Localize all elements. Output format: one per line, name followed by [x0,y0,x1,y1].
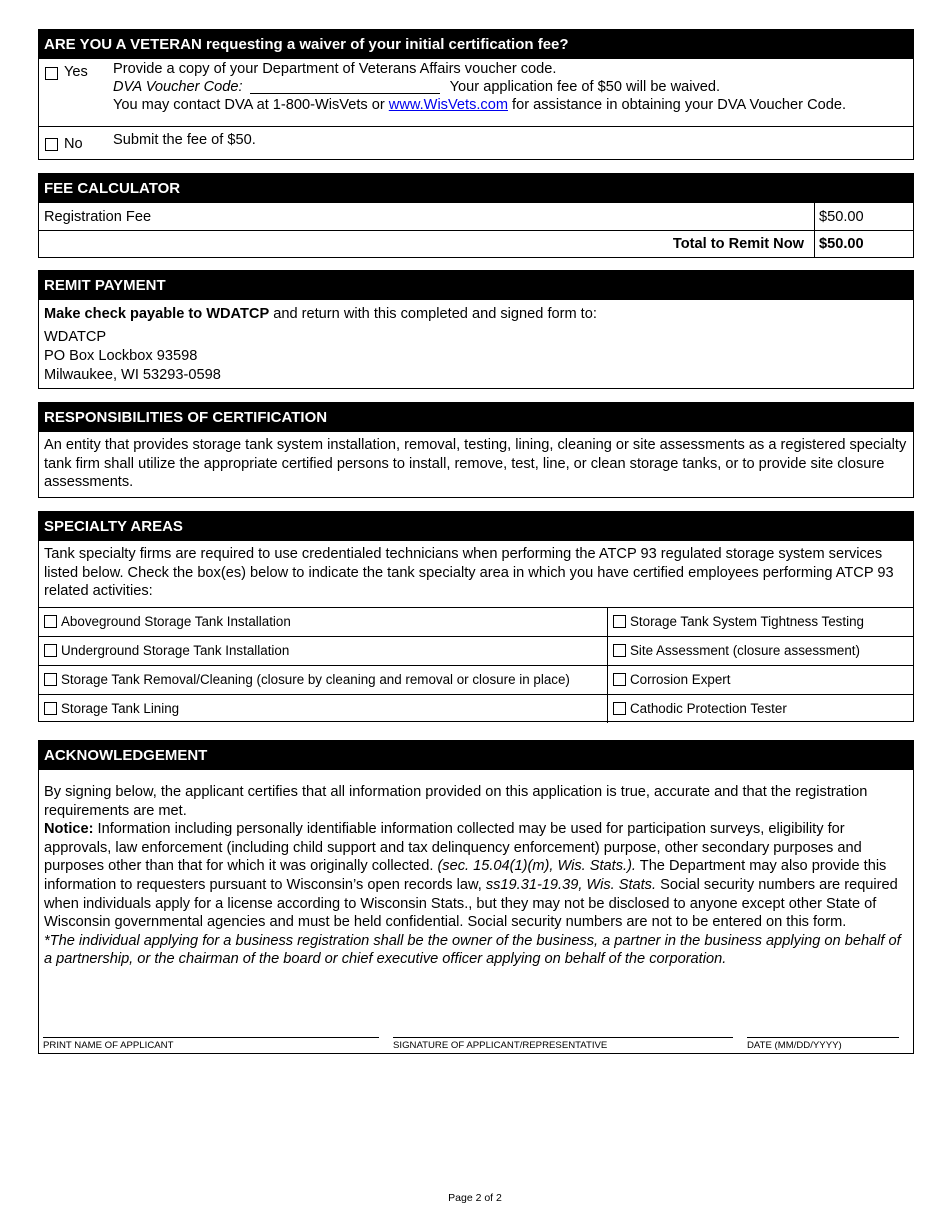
total-value: $50.00 [819,236,864,252]
checkbox[interactable] [44,644,57,657]
checkbox[interactable] [613,702,626,715]
checkbox[interactable] [613,673,626,686]
page-number: Page 2 of 2 [448,1192,502,1204]
notice-citation-1: (sec. 15.04(1)(m), Wis. Stats.). [437,858,636,875]
voucher-code-field[interactable] [250,80,440,94]
voucher-line [113,78,846,96]
ack-footnote: *The individual applying for a business registration shall be the owner of the business, a partner in the business applying on behalf of a partnership, or the chairman of the board or chief executive officer applying on behalf of the corporation. [44,932,901,968]
option-label: Storage Tank Lining [61,701,180,716]
voucher-label: DVA Voucher Code: [113,79,243,96]
notice-citation-2: ss19.31-19.39, Wis. Stats. [485,876,657,893]
acknowledgement-body [39,770,913,969]
specialty-option[interactable] [608,695,913,723]
checkbox[interactable] [44,702,57,715]
registration-fee-label: Registration Fee [39,203,815,230]
specialty-section [38,511,914,722]
ack-notice [44,820,908,932]
remit-payable-bold: Make check payable to WDATCP [44,306,270,322]
specialty-option[interactable] [39,608,608,636]
veteran-no-text: Submit the fee of $50. [113,132,256,148]
veteran-yes-line1: Provide a copy of your Department of Veterans Affairs voucher code. [113,61,557,77]
veteran-no-label: No [64,136,83,152]
specialty-option[interactable] [39,666,608,694]
option-label: Corrosion Expert [630,672,731,687]
responsibilities-header: RESPONSIBILITIES OF CERTIFICATION [39,403,913,432]
total-row [39,231,913,258]
date-label: DATE (MM/DD/YYYY) [747,1040,842,1051]
veteran-no-checkbox[interactable] [45,138,58,151]
option-label: Aboveground Storage Tank Installation [61,614,291,629]
notice-label: Notice: [44,821,94,838]
veteran-no-row [39,127,913,159]
contact-line [113,96,846,114]
registration-fee-row [39,203,913,231]
specialty-option[interactable] [608,608,913,636]
registration-fee-value: $50.00 [819,209,864,225]
notice-text-c: Social security numbers are required when individuals apply for a license according to Wisconsin Stats., but they may not be disclosed to anyone except other State of Wisconsin governmental agencies and must be held confidential. Social security numbers are not to be entered on this form. [44,876,898,931]
option-label: Storage Tank Removal/Cleaning (closure by cleaning and removal or closure in place) [61,672,570,687]
fee-header: FEE CALCULATOR [39,174,913,203]
remit-address [39,324,913,386]
remit-section [38,270,914,389]
print-name-label: PRINT NAME OF APPLICANT [43,1040,174,1051]
responsibilities-text: An entity that provides storage tank system installation, removal, testing, lining, cleaning or site assessments as a registered specialty tank firm shall utilize the appropriate certified persons to install, remove, test, line, or clean storage tanks, or to provide site closure assessments. [44,437,907,491]
signature-label: SIGNATURE OF APPLICANT/REPRESENTATIVE [393,1040,608,1051]
option-label: Underground Storage Tank Installation [61,643,290,658]
checkbox[interactable] [44,673,57,686]
specialty-row [39,636,913,665]
notice-text-b: The Department may also provide this information to requesters pursuant to Wisconsin’s open records law, [44,858,887,893]
remit-instructions [39,300,913,324]
option-label: Site Assessment (closure assessment) [630,643,860,658]
checkbox[interactable] [613,615,626,628]
veteran-section [38,29,914,160]
option-label: Cathodic Protection Tester [630,701,787,716]
wisvets-link[interactable]: www.WisVets.com [388,97,508,114]
specialty-option[interactable] [608,637,913,665]
voucher-waived-text: Your application fee of $50 will be waived. [449,79,721,96]
signature-field[interactable] [393,1037,733,1051]
veteran-yes-label: Yes [64,64,88,80]
contact-post: for assistance in obtaining your DVA Voucher Code. [508,97,847,114]
contact-pre: You may contact DVA at 1-800-WisVets or [113,97,389,114]
checkbox[interactable] [613,644,626,657]
specialty-row [39,607,913,636]
acknowledgement-section [38,740,914,1054]
veteran-yes-checkbox[interactable] [45,67,58,80]
remit-header: REMIT PAYMENT [39,271,913,300]
option-label: Storage Tank System Tightness Testing [630,614,864,629]
notice-text-a: Information including personally identifiable information collected may be used for participation surveys, eligibility for approvals, law enforcement (including child support and tax delinquency enforcement) purpose, other secondary purposes and purposes other than that for which it was originally collected. [44,821,862,875]
address-line-1: WDATCP [44,328,107,345]
veteran-yes-text [113,60,846,115]
specialty-option[interactable] [39,695,608,723]
specialty-row [39,665,913,694]
ack-certify-text: By signing below, the applicant certifies that all information provided on this application is true, accurate and that the registration requirements are met. [44,784,868,819]
address-line-2: PO Box Lockbox 93598 [44,348,198,364]
specialty-option[interactable] [39,637,608,665]
address-line-3: Milwaukee, WI 53293-0598 [44,367,221,384]
specialty-row [39,694,913,723]
checkbox[interactable] [44,615,57,628]
specialty-header: SPECIALTY AREAS [39,512,913,541]
remit-payable-rest: and return with this completed and signed form to: [269,306,597,322]
fee-section [38,173,914,258]
date-field[interactable] [747,1037,899,1051]
specialty-intro: Tank specialty firms are required to use credentialed technicians when performing the ATCP 93 regulated storage system services listed below. Check the box(es) below to indicate the tank specialty area in which you have certified employees performing ATCP 93 related activities: [44,546,894,600]
responsibilities-section [38,402,914,498]
total-label: Total to Remit Now [39,231,815,258]
print-name-field[interactable] [43,1037,379,1051]
veteran-header: ARE YOU A VETERAN requesting a waiver of your initial certification fee? [39,30,913,59]
veteran-yes-row [39,59,913,127]
acknowledgement-header: ACKNOWLEDGEMENT [39,741,913,770]
specialty-option[interactable] [608,666,913,694]
